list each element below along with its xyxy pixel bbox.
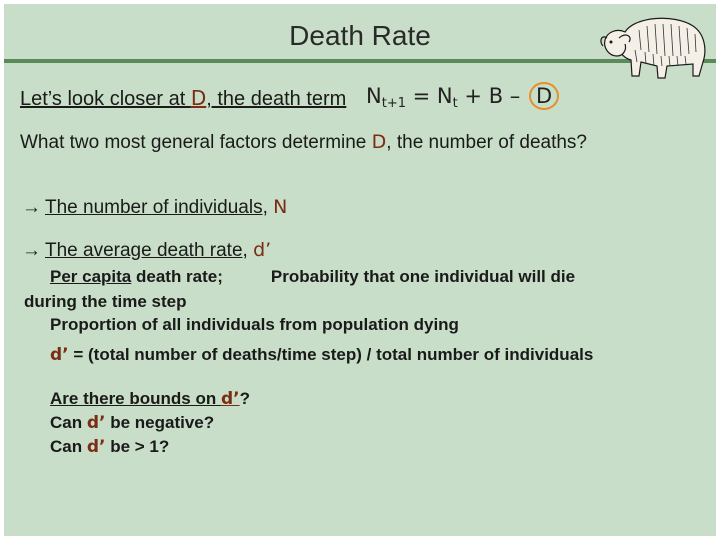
proportion-line: Proportion of all individuals from population dying	[50, 315, 459, 334]
answer-1	[22, 196, 287, 219]
bounds-q2-end: be negative?	[105, 413, 215, 432]
per-capita-term: Per capita	[50, 267, 132, 286]
question-prefix: What two most general factors determine	[20, 132, 372, 153]
eq-rest: + B –	[457, 84, 527, 108]
formula-symbol: d’	[50, 345, 69, 365]
bounds-q3	[50, 435, 250, 459]
bounds-q3-pre: Can	[50, 437, 87, 456]
slide	[4, 4, 716, 536]
intro-line	[20, 86, 346, 111]
formula-text: = (total number of deaths/time step) / total number of individuals	[68, 345, 594, 364]
probability-text: Probability that one individual will die	[270, 267, 576, 286]
answer-1-sep: ,	[262, 197, 274, 218]
eq-n-sub: t	[452, 96, 458, 111]
intro-prefix: Let’s look closer at	[20, 88, 191, 110]
answer-2-text: The average death rate	[45, 240, 243, 261]
answer-1-text: The number of individuals	[45, 197, 263, 218]
question-suffix: , the number of deaths?	[386, 132, 587, 153]
musk-ox-icon	[595, 10, 713, 80]
formula-line	[50, 345, 593, 365]
bounds-q1-text: Are there bounds on	[50, 389, 221, 408]
arrow-right-icon: →	[22, 197, 41, 218]
bounds-q1	[50, 387, 250, 411]
bounds-q1-symbol: d’	[220, 389, 240, 409]
answer-2	[22, 239, 271, 262]
per-capita-rest: death rate;	[131, 267, 223, 286]
bounds-q3-symbol: d’	[86, 437, 106, 457]
bounds-q2-pre: Can	[50, 413, 87, 432]
eq-lhs: N	[366, 84, 382, 108]
answer-1-symbol: N	[273, 196, 288, 218]
d-symbol: D	[190, 86, 207, 110]
question-symbol: D	[371, 131, 387, 153]
answer-2-sep: ,	[242, 240, 254, 261]
arrow-right-icon: →	[22, 240, 41, 261]
bounds-q3-end: be > 1?	[105, 437, 170, 456]
bounds-q2	[50, 411, 250, 435]
growth-equation	[366, 82, 559, 110]
answer-2-symbol: d’	[253, 239, 272, 261]
bounds-q1-end: ?	[239, 389, 250, 408]
per-capita-line	[50, 267, 575, 287]
bounds-questions	[50, 387, 250, 459]
eq-equals: = N	[405, 84, 453, 108]
eq-lhs-sub: t+1	[381, 96, 406, 111]
bounds-q2-symbol: d’	[86, 413, 106, 433]
question-text	[20, 130, 700, 155]
eq-d-highlighted: D	[529, 82, 559, 110]
slide-title: Death Rate	[289, 20, 431, 51]
time-step-line: during the time step	[24, 292, 187, 311]
intro-suffix: , the death term	[206, 88, 347, 110]
